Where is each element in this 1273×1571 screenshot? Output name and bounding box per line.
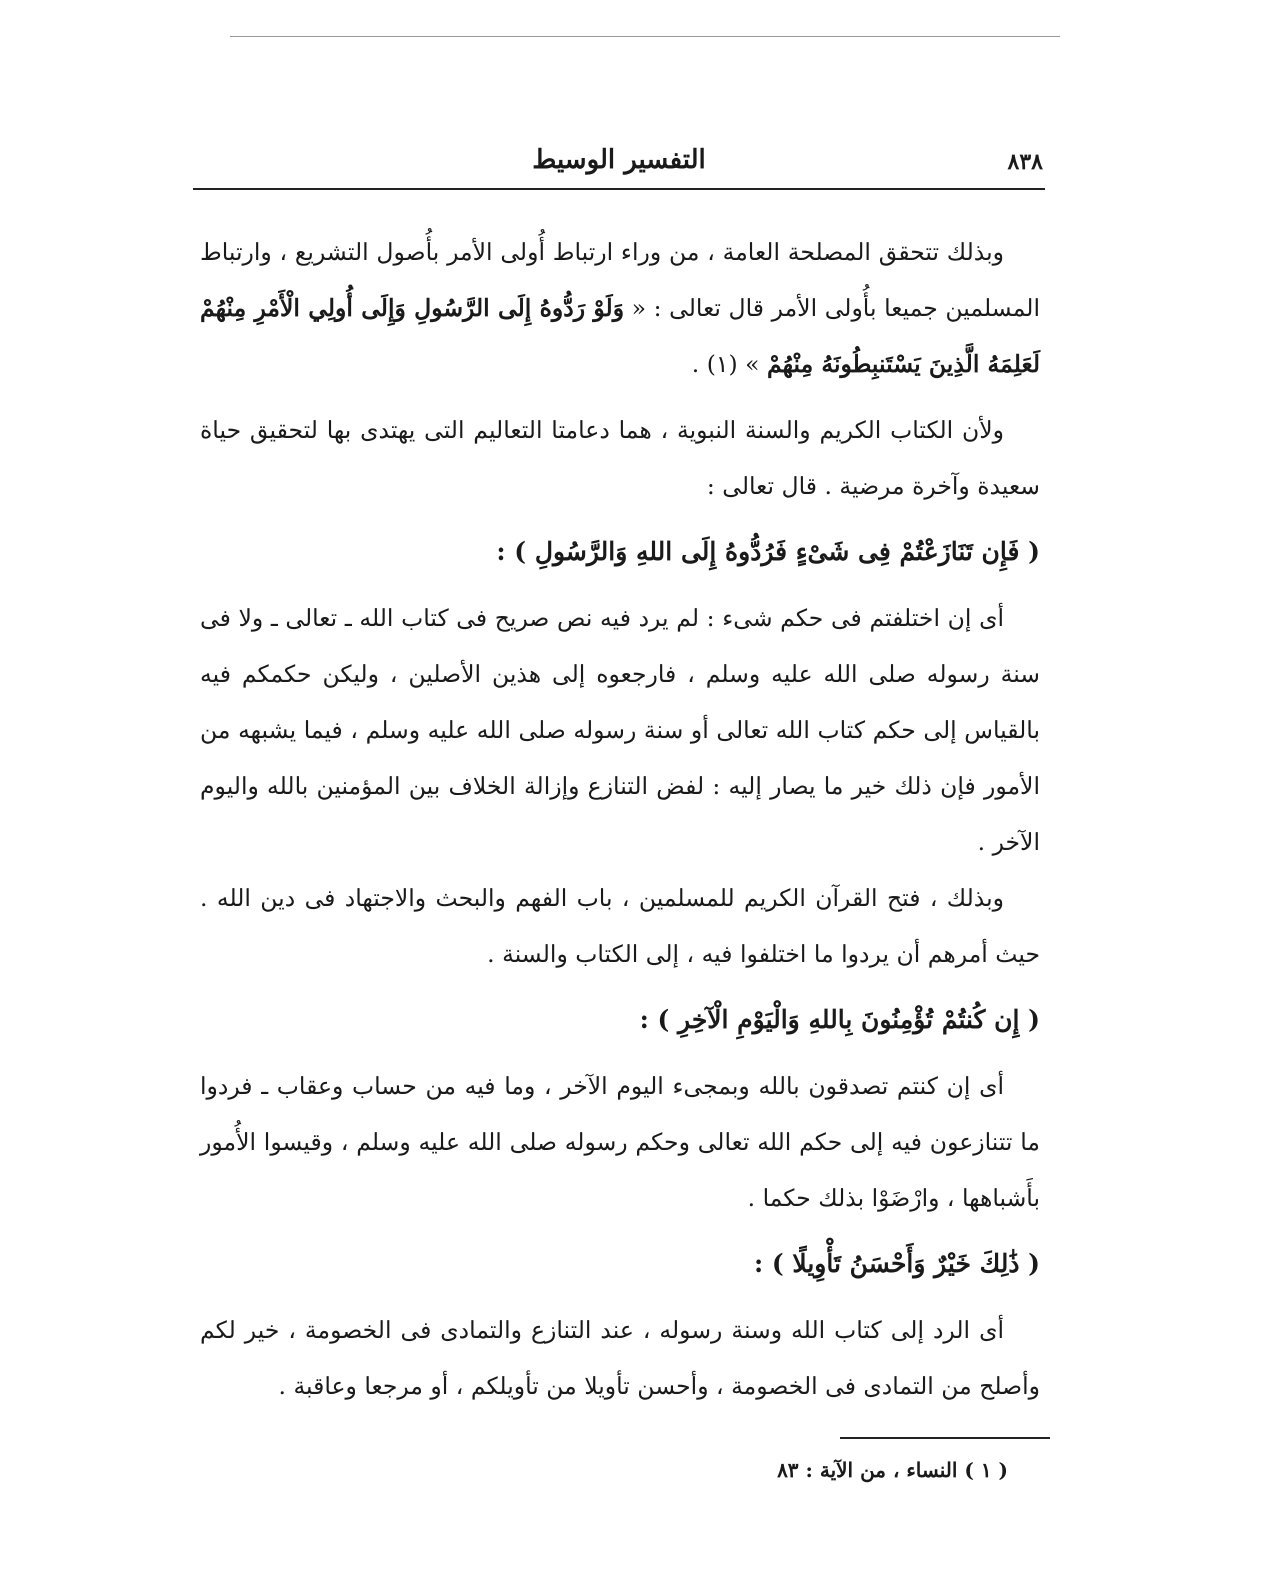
page-number: ٨٣٨ bbox=[1007, 149, 1043, 175]
running-title: التفسير الوسيط bbox=[532, 145, 706, 175]
paragraph-4: وبذلك ، فتح القرآن الكريم للمسلمين ، باب الفهم والبحث والاجتهاد فى دين الله . حيث أمرهم أن يردوا ما اختلفوا فيه ، إلى الكتاب والسنة . bbox=[200, 884, 1040, 968]
header-rule bbox=[193, 188, 1045, 190]
verse-heading-1: ( فَإِن تَنَازَعْتُمْ فِى شَىْءٍ فَرُدُّوهُ إِلَى اللهِ وَالرَّسُولِ ) : bbox=[496, 537, 1040, 566]
paragraph-5: أى إن كنتم تصدقون بالله وبمجىء اليوم الآخر ، وما فيه من حساب وعقاب ـ فردوا ما تتنازعون فيه إلى حكم الله تعالى وحكم رسوله صلى الله عليه وسلم ، وقيسوا الأُمور بأَشباهها ، وارْضَوْا بذلك حكما . bbox=[200, 1072, 1040, 1212]
scan-edge-line bbox=[230, 36, 1060, 37]
paragraph-3: أى إن اختلفتم فى حكم شىء : لم يرد فيه نص صريح فى كتاب الله ـ تعالى ـ ولا فى سنة رسوله صلى الله عليه وسلم ، فارجعوه إلى هذين الأصلين ، وليكن حكمكم فيه بالقياس إلى حكم كتاب الله تعالى أو سنة رسوله صلى الله عليه وسلم ، فيما يشبهه من الأمور فإن ذلك خير ما يصار إليه : لفض التنازع وإزالة الخلاف بين المؤمنين بالله واليوم الآخر . bbox=[200, 604, 1040, 856]
paragraph-6: أى الرد إلى كتاب الله وسنة رسوله ، عند التنازع والتمادى فى الخصومة ، خير لكم وأصلح من التمادى فى الخصومة ، وأحسن تأويلا من تأويلكم ، أو مرجعا وعاقبة . bbox=[200, 1316, 1040, 1400]
main-text bbox=[200, 224, 1040, 1414]
paragraph-1: وبذلك تتحقق المصلحة العامة ، من وراء ارتباط أُولى الأمر بأُصول التشريع ، وارتباط المسلمين جميعا بأُولى الأمر قال تعالى : « وَلَوْ رَدُّوهُ إِلَى الرَّسُولِ وَإِلَى أُولِي الْأَمْرِ مِنْهُمْ لَعَلِمَهُ الَّذِينَ يَسْتَنبِطُونَهُ مِنْهُمْ » (١) . bbox=[200, 238, 1040, 378]
quran-quote-inline: وَلَوْ رَدُّوهُ إِلَى الرَّسُولِ وَإِلَى أُولِي الْأَمْرِ مِنْهُمْ لَعَلِمَهُ الَّذِينَ يَسْتَنبِطُونَهُ مِنْهُمْ bbox=[200, 294, 1040, 378]
footnote-rule bbox=[840, 1437, 1050, 1439]
verse-heading-2: ( إِن كُنتُمْ تُؤْمِنُونَ بِاللهِ وَالْيَوْمِ الْآخِرِ ) : bbox=[639, 1005, 1040, 1034]
verse-heading-3: ( ذَٰلِكَ خَيْرٌ وَأَحْسَنُ تَأْوِيلًا ) : bbox=[753, 1249, 1040, 1278]
page-header bbox=[193, 145, 1045, 185]
footnote: ( ١ ) النساء ، من الآية : ٨٣ bbox=[777, 1458, 1008, 1482]
paragraph-2: ولأن الكتاب الكريم والسنة النبوية ، هما دعامتا التعاليم التى يهتدى بها لتحقيق حياة سعيدة وآخرة مرضية . قال تعالى : bbox=[200, 416, 1040, 500]
